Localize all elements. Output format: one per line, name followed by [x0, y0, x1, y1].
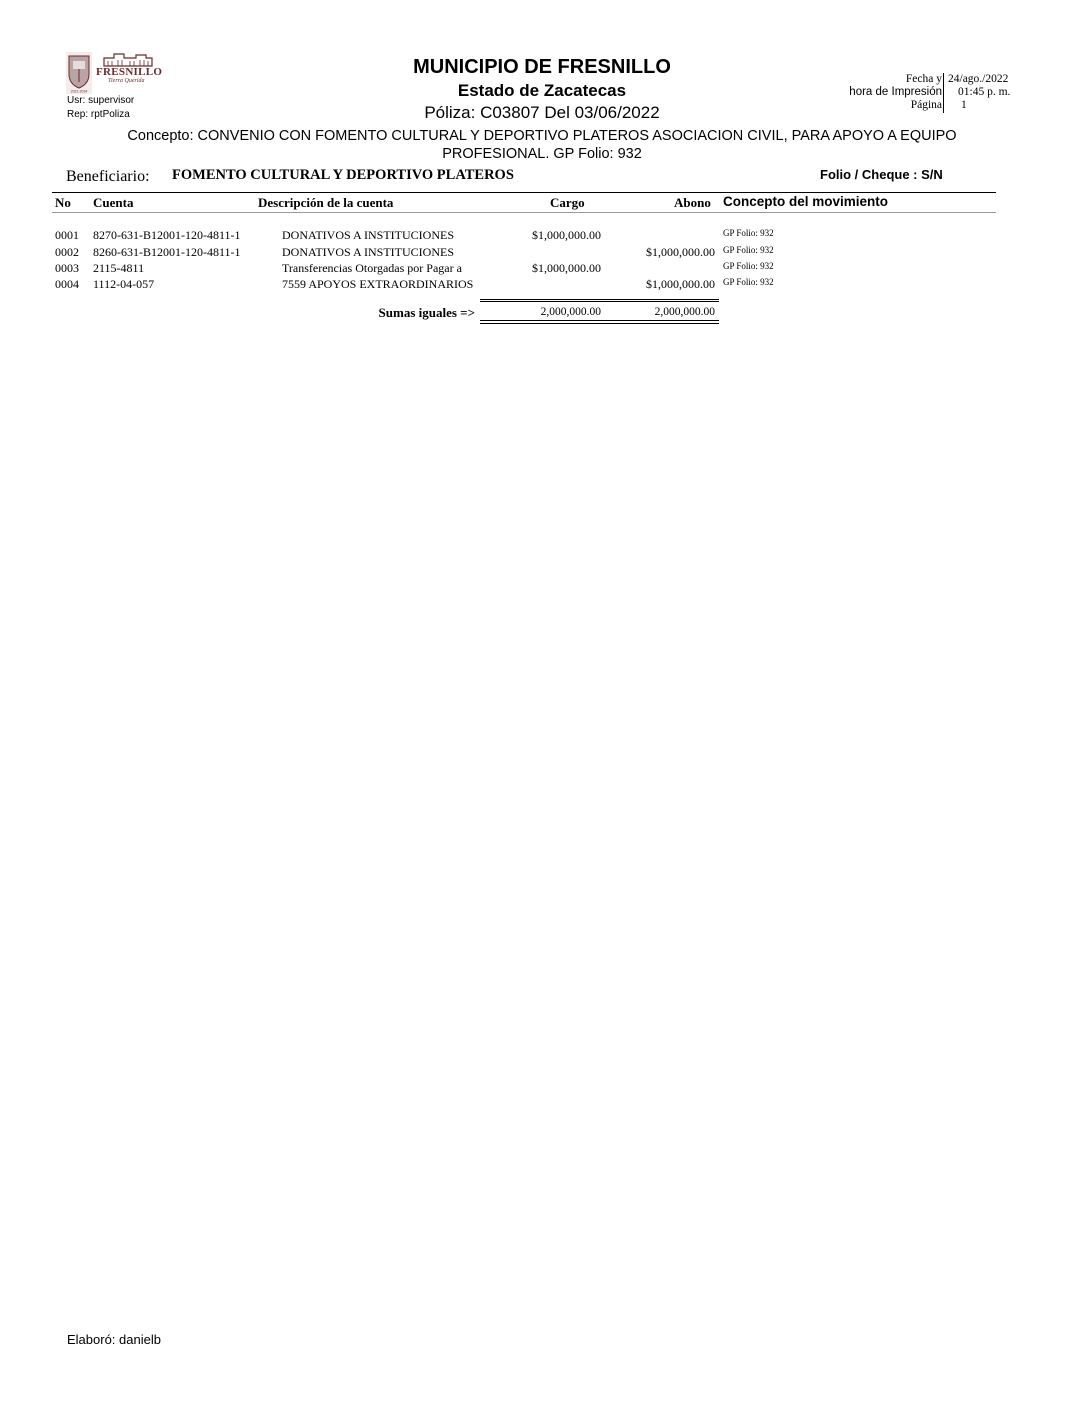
row-concepto: GP Folio: 932: [723, 245, 774, 255]
totals-top-rule-cargo-2: [480, 301, 605, 302]
print-info-divider: [943, 73, 944, 113]
col-header-descripcion: Descripción de la cuenta: [258, 195, 394, 210]
row-cuenta: 2115-4811: [93, 261, 145, 275]
row-cargo: $1,000,000.00: [532, 228, 601, 242]
totals-cargo: 2,000,000.00: [540, 306, 601, 318]
row-no: 0003: [55, 261, 79, 275]
prepared-by: Elaboró: danielb: [67, 1332, 161, 1347]
col-header-no: No: [55, 195, 71, 210]
svg-text:2021-2024: 2021-2024: [70, 89, 88, 94]
page-number: 1: [961, 99, 967, 111]
row-cuenta: 8270-631-B12001-120-4811-1: [93, 228, 241, 242]
report-label: Rep: rptPoliza: [67, 109, 130, 120]
col-header-concepto: Concepto del movimiento: [723, 194, 889, 209]
row-abono: $1,000,000.00: [646, 245, 715, 259]
row-descripcion: DONATIVOS A INSTITUCIONES: [282, 228, 455, 242]
poliza-line: Póliza: C03807 Del 03/06/2022: [424, 103, 660, 122]
row-cargo: $1,000,000.00: [532, 261, 601, 275]
totals-abono: 2,000,000.00: [654, 306, 715, 318]
row-concepto: GP Folio: 932: [723, 261, 774, 271]
col-header-cuenta: Cuenta: [93, 195, 134, 210]
beneficiario-label: Beneficiario:: [66, 168, 150, 185]
col-header-cargo: Cargo: [550, 195, 585, 210]
row-no: 0001: [55, 228, 79, 242]
row-cuenta: 1112-04-057: [93, 277, 155, 291]
print-time: 01:45 p. m.: [958, 86, 1011, 98]
beneficiario-name: FOMENTO CULTURAL Y DEPORTIVO PLATEROS: [172, 167, 514, 183]
print-info-labels: [849, 73, 942, 112]
print-time-label: hora de Impresión: [849, 86, 942, 98]
totals-label: Sumas iguales =>: [378, 305, 475, 320]
totals-top-rule-abono-2: [592, 301, 719, 302]
totals-bottom-rule-2: [480, 323, 719, 324]
row-descripcion: Transferencias Otorgadas por Pagar a: [282, 261, 462, 275]
row-abono: $1,000,000.00: [646, 277, 715, 291]
logo-wordmark: FRESNILLO: [96, 66, 163, 78]
folio-cheque: Folio / Cheque : S/N: [820, 167, 943, 182]
table-header-rule: [52, 212, 996, 213]
row-concepto: GP Folio: 932: [723, 228, 774, 238]
document-subtitle: Estado de Zacatecas: [457, 81, 627, 100]
print-info-values: [948, 73, 1010, 112]
col-header-abono: Abono: [674, 195, 711, 210]
row-descripcion: 7559 APOYOS EXTRAORDINARIOS: [282, 277, 474, 291]
row-descripcion: DONATIVOS A INSTITUCIONES: [282, 245, 455, 259]
row-concepto: GP Folio: 932: [723, 277, 774, 287]
totals-top-rule-abono: [592, 299, 719, 300]
table-top-rule: [52, 192, 996, 193]
document-title: MUNICIPIO DE FRESNILLO: [413, 56, 671, 78]
totals-bottom-rule-1: [480, 320, 719, 321]
concept-line-1: Concepto: CONVENIO CON FOMENTO CULTURAL Y DEPORTIVO PLATEROS ASOCIACION CIVIL, PARA APOYO A EQUIPO: [127, 128, 957, 144]
page-label: Página: [910, 99, 942, 111]
row-cuenta: 8260-631-B12001-120-4811-1: [93, 245, 241, 259]
user-label: Usr: supervisor: [67, 95, 135, 106]
print-date: 24/ago./2022: [948, 73, 1009, 85]
concept-line-2: PROFESIONAL. GP Folio: 932: [442, 146, 642, 162]
logo-tagline: Tierra Querida: [108, 78, 145, 84]
row-no: 0004: [55, 277, 79, 291]
totals-top-rule-cargo: [480, 299, 605, 300]
concept-text: [60, 127, 1024, 163]
row-no: 0002: [55, 245, 79, 259]
print-date-label: Fecha y: [905, 73, 942, 85]
